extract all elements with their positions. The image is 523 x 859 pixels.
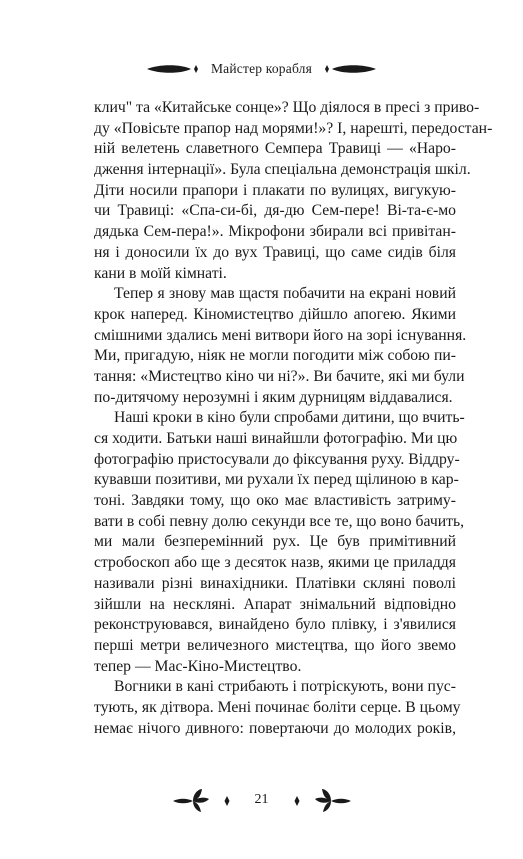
body-text (94, 98, 493, 739)
text-line: фотографію пристосували до фіксування руху. Віддру- (94, 450, 460, 468)
text-line: вати в собі певну долю секунди все те, що воно бачить, (94, 512, 465, 530)
page-footer (0, 786, 523, 814)
text-line: смішними здались мені витвори його на зорі існування. (94, 326, 467, 344)
text-line: ду «Повісьте прапор над морями!»? І, нарешті, передостан- (94, 119, 493, 137)
running-header (0, 58, 523, 80)
text-line: ся ходити. Батьки наші винайшли фотографію. Ми цю (94, 430, 458, 447)
text-line: стробоскоп або ще з десяток назв, якими це приладдя (94, 554, 456, 572)
text-line: ми мали безперемінний рух. Це був примітивний (94, 533, 456, 551)
text-line: тоні. Завдяки тому, що око має властивість затриму- (94, 492, 456, 510)
text-line: Тепер я знову мав щастя побачити на екрані новий (114, 285, 456, 303)
text-line: дядька Сем-пера!». Мікрофони збирали всі привітан- (94, 223, 456, 241)
text-line: ній велетень славетного Семпера Травиці — «Наро- (94, 140, 456, 158)
text-line: ня і доносили їх до вух Травиці, що саме сидів біля (94, 243, 456, 261)
text-line: дження інтернації». Була спеціальна демонстрація шкіл. (94, 161, 471, 179)
text-line: реконструювався, винайдено було плівку, і з'явилися (94, 616, 456, 634)
text-line: зійшли на нескляні. Апарат знімальний відповідно (94, 595, 456, 613)
text-line: тепер — Мас-Кіно-Мистецтво. (94, 657, 302, 675)
page-number: 21 (254, 792, 269, 807)
text-line: чи Травиці: «Спа-си-бі, дя-дю Сем-пере! Ві-та-є-мо (94, 202, 456, 220)
text-line: клич" та «Китайське сонце»? Що діялося в пресі з приво- (94, 99, 480, 116)
text-line: Ми, пригадую, ніяк не могли погодити між собою пи- (94, 347, 456, 365)
text-line: немає нічого дивного: повертаючи до молодих років, (94, 719, 456, 737)
text-line: Наші кроки в кіно були спробами дитини, що вчить- (114, 409, 465, 427)
text-line: Діти носили прапори і плакати по вулицях, вигукую- (94, 181, 456, 199)
running-title: Майстер корабля (210, 61, 313, 76)
text-line: кани в моїй кімнаті. (94, 264, 227, 282)
text-line: називали різні винахідники. Платівки скляні поволі (94, 574, 456, 592)
right-ornament-icon (322, 63, 378, 75)
left-ornament-icon (145, 63, 201, 75)
text-line: крок наперед. Кіномистецтво дійшло апогею. Якими (94, 305, 456, 323)
text-line: кувавши позитиви, ми рухали їх перед щілиною в кар- (94, 471, 459, 489)
right-lotus-ornament-icon (283, 787, 353, 813)
text-line: тання: «Мистецтво кіно чи ні?». Ви бачите, які ми були (94, 367, 465, 385)
text-line: перші метри величезного мистецтва, що його звемо (94, 636, 456, 654)
text-line: по-дитячому нерозумні і яким дурницям віддавалися. (94, 388, 453, 406)
left-lotus-ornament-icon (171, 787, 241, 813)
text-line: тують, як дітвора. Мені починає боліти серце. В цьому (94, 698, 461, 716)
text-line: Вогники в кані стрибають і потріскують, вони пус- (114, 678, 456, 696)
